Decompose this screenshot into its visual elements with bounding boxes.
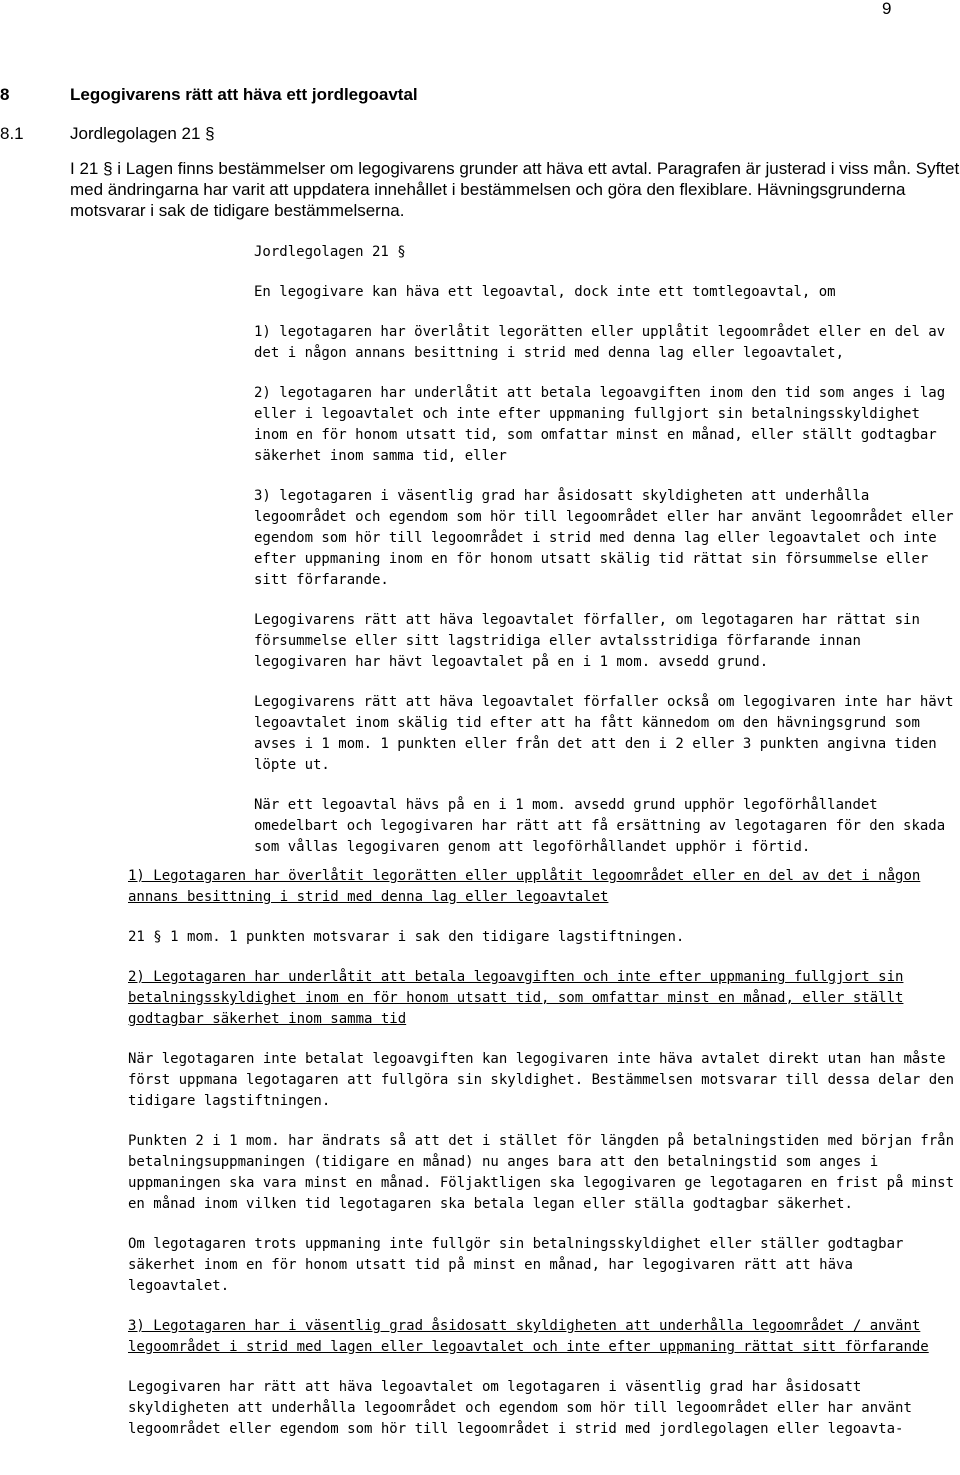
section-title: Legogivarens rätt att häva ett jordlegoavtal — [70, 85, 418, 104]
page-number: 9 — [882, 0, 892, 18]
law-quote-paragraph: 3) legotagaren i väsentlig grad har åsidosatt skyldigheten att underhålla legoområdet och egendom som hör till legoområdet eller har använt legoområdet eller egendom som hör till legoområdet i strid med denna lag eller legoavtalet och inte efter uppmaning inom en för honom utsatt skälig tid rättat sin försummelse eller sitt förfarande. — [254, 488, 954, 588]
commentary-paragraph: 21 § 1 mom. 1 punkten motsvarar i sak den tidigare lagstiftningen. — [128, 929, 685, 945]
law-quote-paragraph: När ett legoavtal hävs på en i 1 mom. avsedd grund upphör legoförhållandet omedelbart och legogivaren har rätt att få ersättning av legotagaren för den skada som vållas legogivaren genom att legoförhållandet upphör i förtid. — [254, 797, 946, 855]
law-quote — [254, 242, 954, 877]
commentary-paragraph: Om legotagaren trots uppmaning inte fullgör sin betalningsskyldighet eller ställer godtagbar säkerhet inom en för honom utsatt tid på minst en månad, har legogivaren rätt att häva legoavtalet. — [128, 1236, 904, 1294]
law-quote-paragraph: Legogivarens rätt att häva legoavtalet förfaller också om legogivaren inte har hävt legoavtalet inom skälig tid efter att ha fått kännedom om den hävningsgrund som avses i 1 mom. 1 punkten eller från det att den i 2 eller 3 punkten angivna tiden löpte ut. — [254, 694, 954, 773]
commentary-paragraph: Legogivaren har rätt att häva legoavtalet om legotagaren i väsentlig grad har åsidosatt skyldigheten att underhålla legoområdet och egendom som hör till legoområdet eller har använt legoområdet eller egendom som hör till legoområdet i strid med jordlegolagen eller legoavta- — [128, 1379, 912, 1437]
subsection-number: 8.1 — [0, 124, 24, 143]
commentary-item2-heading: 2) Legotagaren har underlåtit att betala legoavgiften och inte efter uppmaning fullgjort sin betalningsskyldighet inom en för honom utsatt tid, som omfattar minst en månad, eller ställt godtagbar säkerhet inom samma tid — [128, 969, 904, 1027]
commentary-item3-heading: 3) Legotagaren har i väsentlig grad åsidosatt skyldigheten att underhålla legoområdet / använt legoområdet i strid med lagen eller legoavtalet och inte efter uppmaning rättat sitt förfarande — [128, 1318, 929, 1355]
subsection-heading — [0, 124, 920, 144]
law-quote-heading: Jordlegolagen 21 § — [254, 244, 406, 260]
law-quote-paragraph: 1) legotagaren har överlåtit legorätten eller upplåtit legoområdet eller en del av det i någon annans besittning i strid med denna lag eller legoavtalet, — [254, 324, 946, 361]
intro-paragraph: I 21 § i Lagen finns bestämmelser om legogivarens grunder att häva ett avtal. Paragrafen är justerad i viss mån. Syftet med ändringarna har varit att uppdatera innehållet i bestämmelsen och göra den flexiblare. Hävningsgrunderna motsvarar i sak de tidigare bestämmelserna. — [70, 159, 960, 220]
section-number: 8 — [0, 85, 10, 104]
section-heading — [0, 85, 920, 105]
commentary-item1-heading: 1) Legotagaren har överlåtit legorätten eller upplåtit legoområdet eller en del av det i någon annans besittning i strid med denna lag eller legoavtalet — [128, 868, 921, 905]
law-quote-paragraph: 2) legotagaren har underlåtit att betala legoavgiften inom den tid som anges i lag eller i legoavtalet och inte efter uppmaning fullgjort sin betalningsskyldighet inom en för honom utsatt tid, som omfattar minst en månad, eller ställt godtagbar säkerhet inom samma tid, eller — [254, 385, 946, 464]
commentary-paragraph: Punkten 2 i 1 mom. har ändrats så att det i stället för längden på betalningstiden med början från betalningsuppmaningen (tidigare en månad) nu anges bara att den betalningstid som anges i uppmaningen ska vara minst en månad. Följaktligen ska legogivaren ge legotagaren en frist på minst en månad inom vilken tid legotagaren ska betala legan eller ställa godtagbar säkerhet. — [128, 1133, 955, 1212]
law-quote-paragraph: En legogivare kan häva ett legoavtal, dock inte ett tomtlegoavtal, om — [254, 284, 836, 300]
subsection-title: Jordlegolagen 21 § — [70, 124, 215, 143]
commentary — [128, 866, 956, 1459]
law-quote-paragraph: Legogivarens rätt att häva legoavtalet förfaller, om legotagaren har rättat sin försummelse eller sitt lagstridiga eller avtalsstridiga förfarande innan legogivaren har hävt legoavtalet på en i 1 mom. avsedd grund. — [254, 612, 920, 670]
commentary-paragraph: När legotagaren inte betalat legoavgiften kan legogivaren inte häva avtalet direkt utan han måste först uppmana legotagaren att fullgöra sin skyldighet. Bestämmelsen motsvarar till dessa delar den tidigare lagstiftningen. — [128, 1051, 955, 1109]
